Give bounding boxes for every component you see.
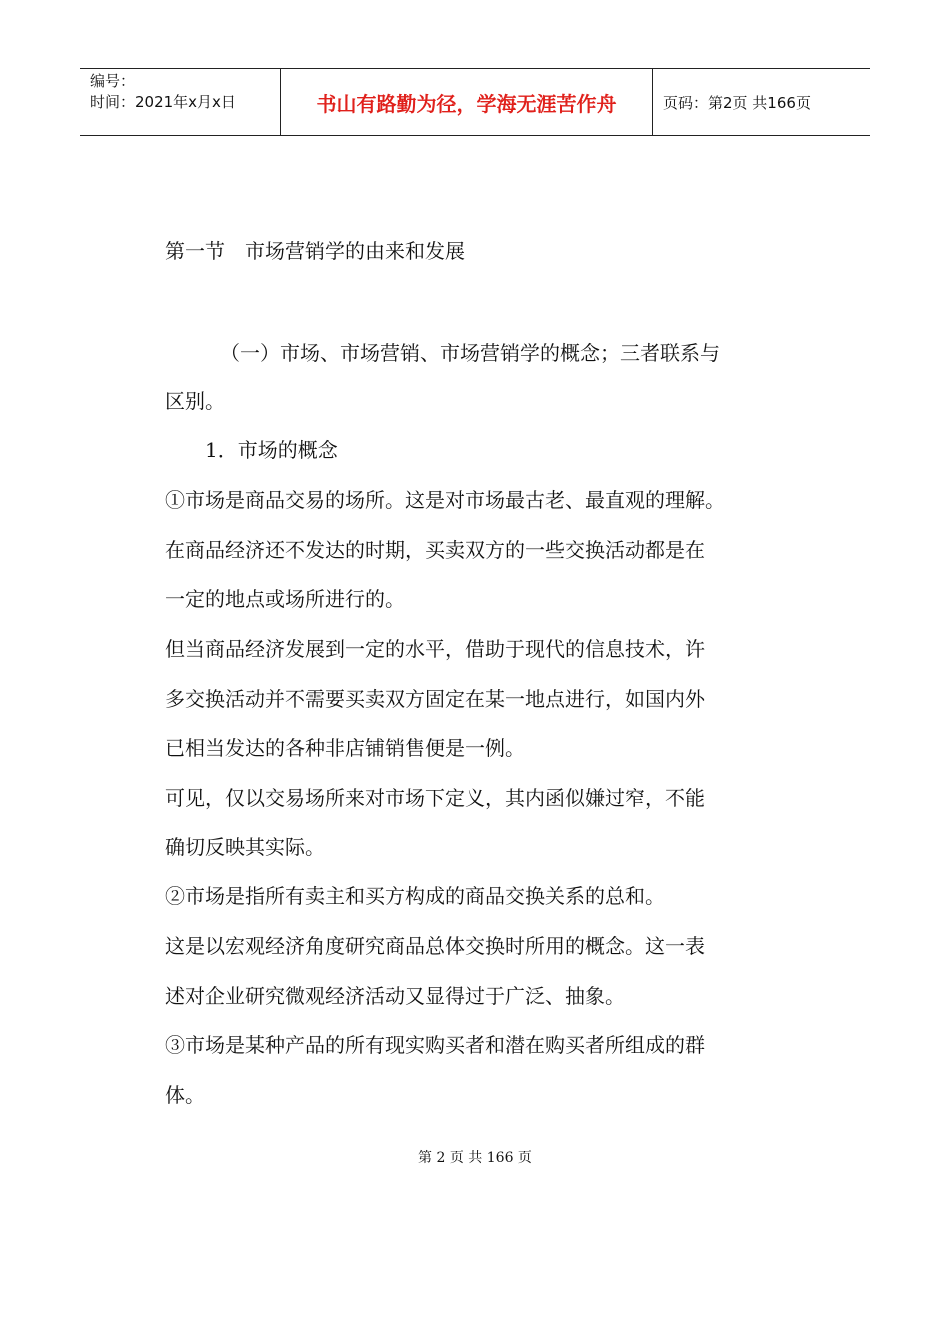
header-page-info: 页码：第2页 共166页: [663, 93, 811, 112]
page-footer: 第 2 页 共 166 页: [418, 1150, 532, 1166]
paragraph-line: 确切反映其实际。: [165, 835, 325, 859]
paragraph-line: 但当商品经济发展到一定的水平，借助于现代的信息技术，许: [165, 637, 705, 661]
paragraph-line: ①市场是商品交易的场所。这是对市场最古老、最直观的理解。: [165, 488, 725, 512]
paragraph-line: ②市场是指所有卖主和买方构成的商品交换关系的总和。: [165, 884, 665, 908]
paragraph-line: （一）市场、市场营销、市场营销学的概念；三者联系与: [220, 341, 720, 365]
code-label: 编号：: [90, 72, 136, 90]
paragraph-line: 述对企业研究微观经济活动又显得过于广泛、抽象。: [165, 984, 625, 1008]
paragraph-line: 可见，仅以交易场所来对市场下定义，其内函似嫌过窄，不能: [165, 786, 705, 810]
date-label: 时间：2021年x月x日: [90, 93, 236, 111]
paragraph-line: ③市场是某种产品的所有现实购买者和潜在购买者所组成的群: [165, 1033, 705, 1057]
paragraph-line: 在商品经济还不发达的时期，买卖双方的一些交换活动都是在: [165, 538, 705, 562]
section-title: 第一节 市场营销学的由来和发展: [165, 239, 465, 263]
header-motto: 书山有路勤为径，学海无涯苦作舟: [280, 69, 653, 135]
header-meta: [80, 69, 280, 135]
paragraph-line: 体。: [165, 1083, 205, 1107]
paragraph-line: 已相当发达的各种非店铺销售便是一例。: [165, 736, 525, 760]
subheading: 1．市场的概念: [205, 438, 338, 462]
paragraph-line: 一定的地点或场所进行的。: [165, 587, 405, 611]
paragraph-line: 这是以宏观经济角度研究商品总体交换时所用的概念。这一表: [165, 934, 705, 958]
paragraph-line: 多交换活动并不需要买卖双方固定在某一地点进行，如国内外: [165, 687, 705, 711]
paragraph-line: 区别。: [165, 389, 225, 413]
page-header: [80, 68, 870, 136]
